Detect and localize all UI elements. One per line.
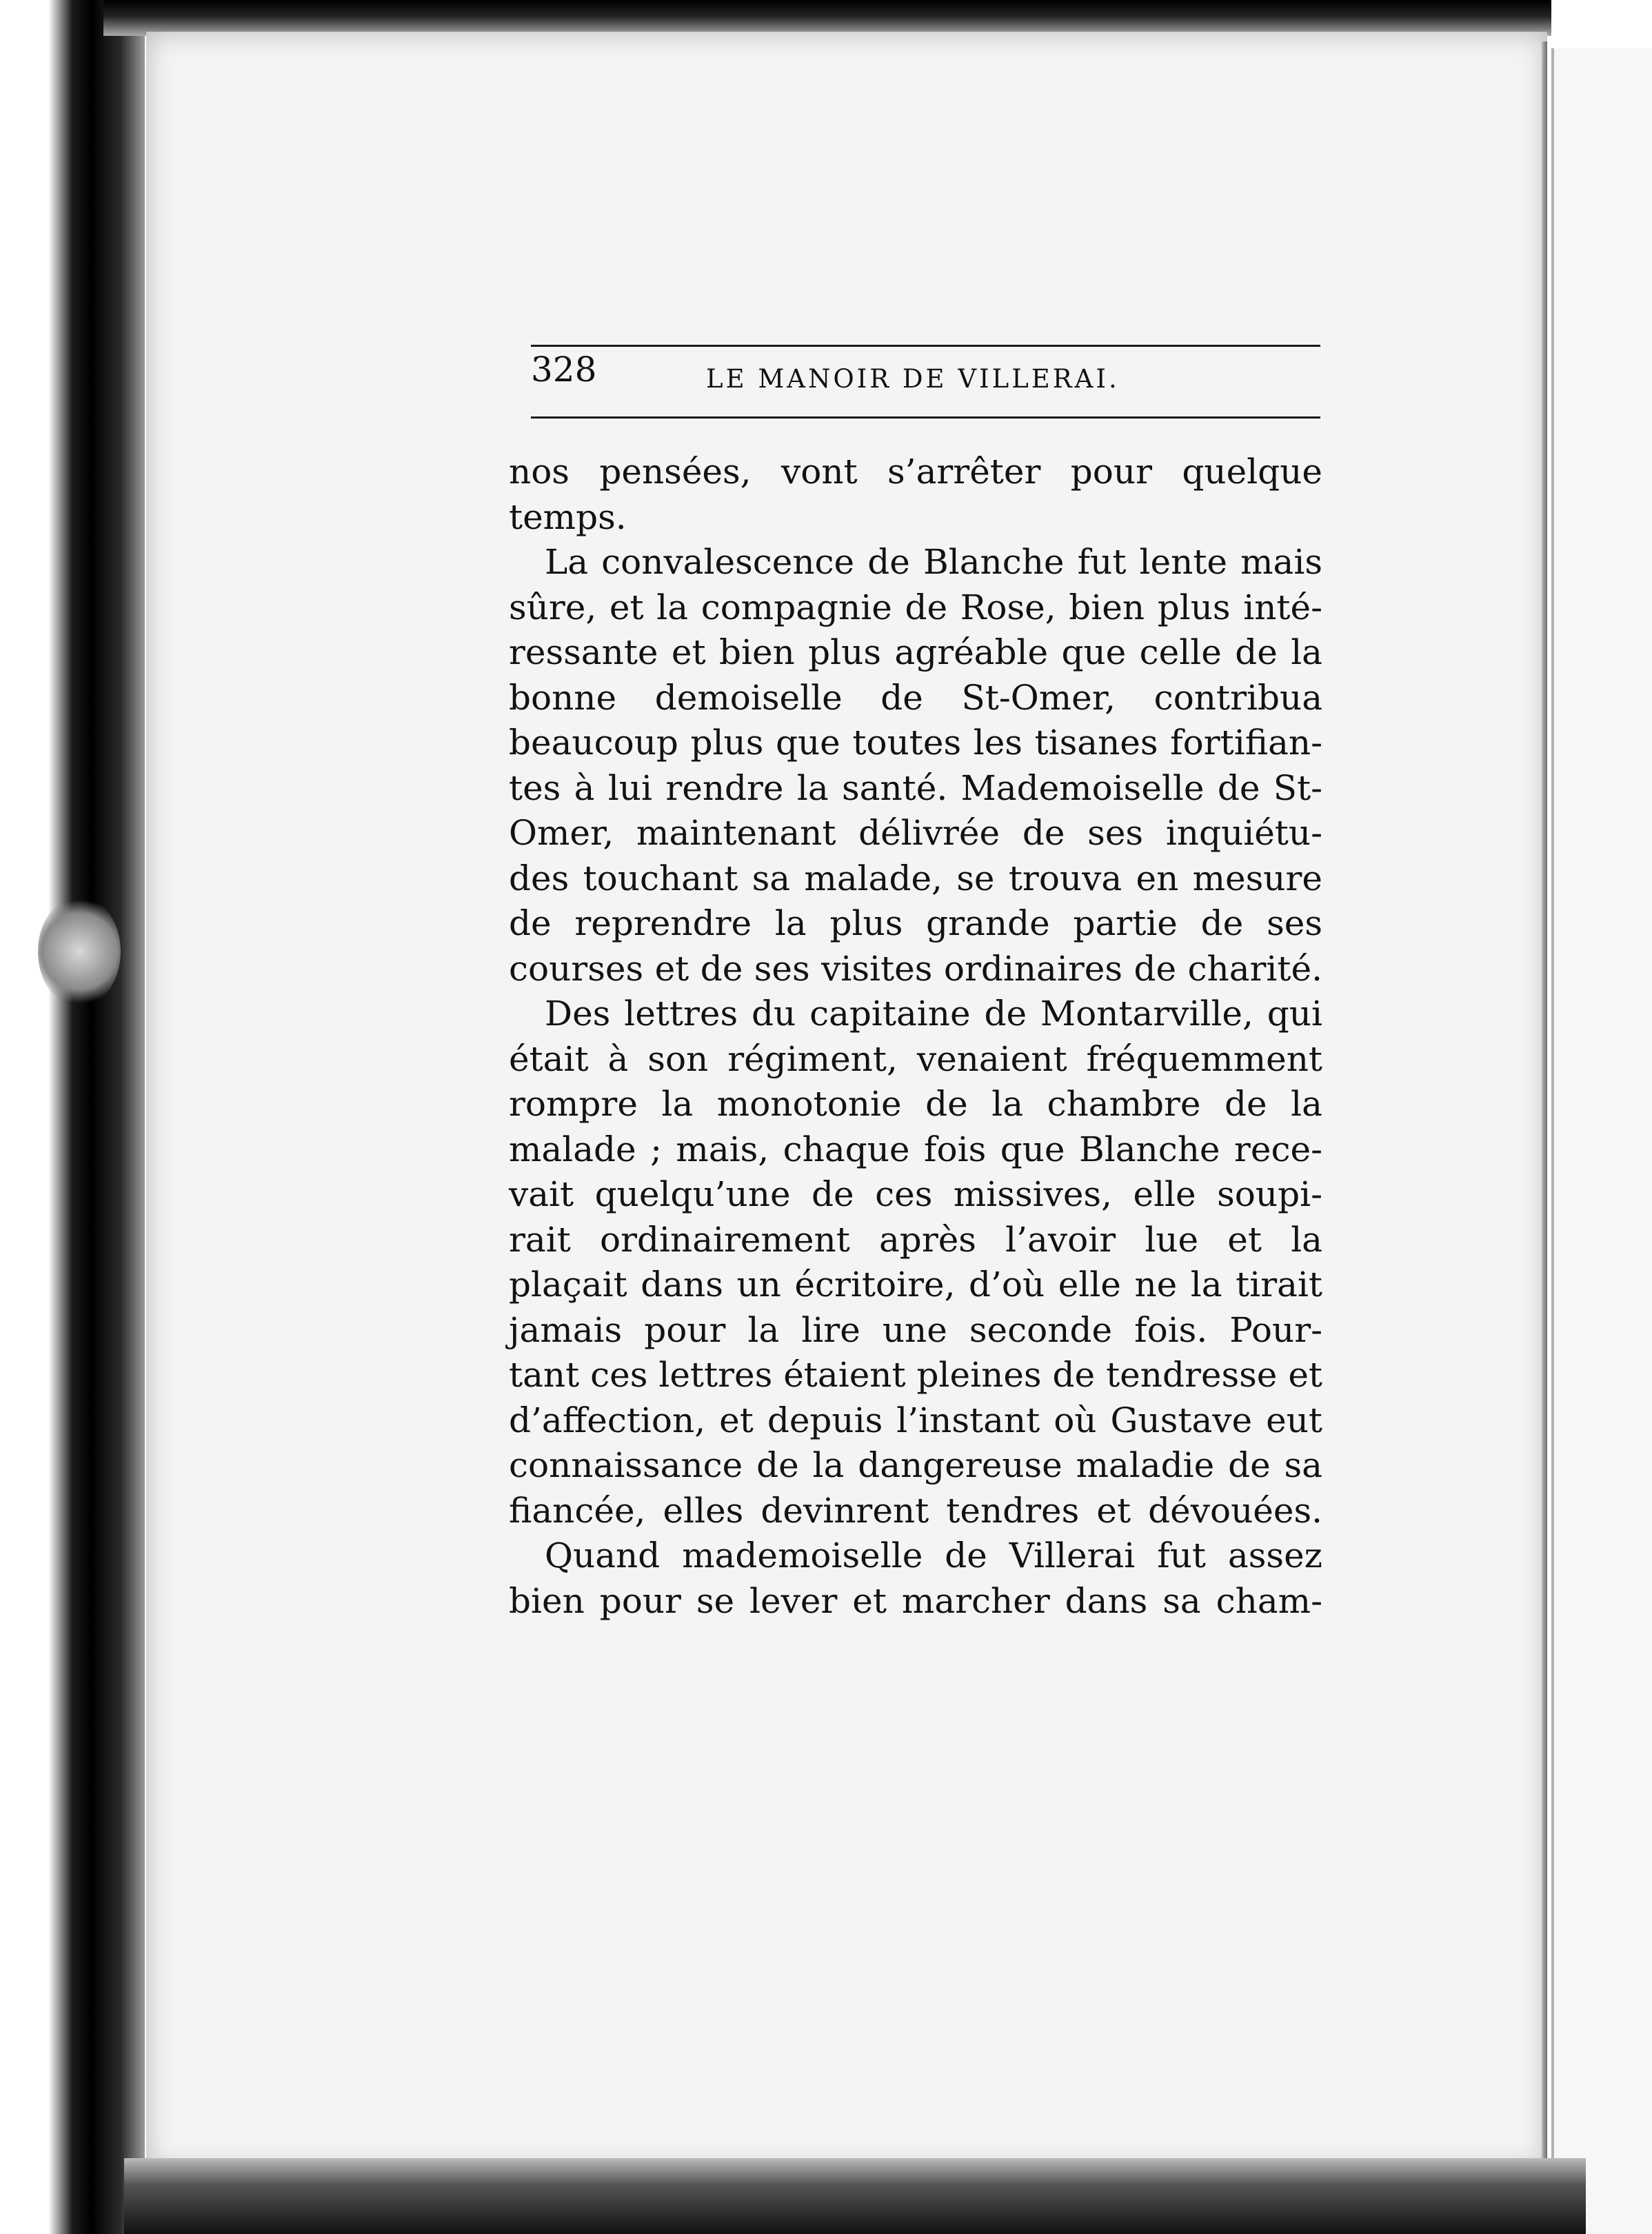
text-line: plaçait dans un écritoire, d’où elle ne la tirait (509, 1265, 1322, 1305)
header-rule-bottom (531, 416, 1320, 419)
adjacent-page-edge (1551, 48, 1652, 2234)
text-line: tes à lui rendre la santé. Mademoiselle de St- (509, 767, 1322, 808)
text-line: beaucoup plus que toutes les tisanes fortifian- (509, 723, 1322, 763)
text-line: tant ces lettres étaient pleines de tendresse et (509, 1355, 1322, 1395)
page-fold-edge (1542, 41, 1547, 2165)
text-line: bien pour se lever et marcher dans sa cham- (509, 1580, 1322, 1621)
text-line: Omer, maintenant délivrée de ses inquiétu- (509, 813, 1322, 853)
scan-bottom-edge (124, 2158, 1586, 2234)
book-spine-shadow (48, 0, 145, 2234)
text-line: fiancée, elles devinrent tendres et dévouées. (509, 1490, 1322, 1531)
page-number: 328 (531, 350, 597, 390)
text-line: La convalescence de Blanche fut lente mais (545, 542, 1322, 582)
text-line: nos pensées, vont s’arrêter pour quelque (509, 452, 1322, 492)
text-line: temps. (509, 496, 627, 537)
header-rule-top (531, 345, 1320, 347)
text-line: était à son régiment, venaient fréquemment (509, 1038, 1322, 1079)
text-line: malade ; mais, chaque fois que Blanche rece- (509, 1129, 1322, 1169)
text-line: rait ordinairement après l’avoir lue et la (509, 1219, 1322, 1260)
text-line: de reprendre la plus grande partie de ses (509, 903, 1322, 943)
text-line: Quand mademoiselle de Villerai fut assez (545, 1536, 1322, 1576)
text-line: des touchant sa malade, se trouva en mesure (509, 858, 1322, 898)
text-line: courses et de ses visites ordinaires de charité. (509, 948, 1322, 989)
text-line: connaissance de la dangereuse maladie de sa (509, 1445, 1322, 1485)
paper-stain (38, 896, 121, 1007)
text-line: Des lettres du capitaine de Montarville, qui (545, 994, 1322, 1034)
text-line: vait quelqu’une de ces missives, elle soupi- (509, 1174, 1322, 1214)
text-line: jamais pour la lire une seconde fois. Pour- (509, 1309, 1322, 1350)
text-line: bonne demoiselle de St-Omer, contribua (509, 677, 1322, 718)
text-line: d’affection, et depuis l’instant où Gustave eut (509, 1400, 1322, 1440)
body-text (509, 450, 1322, 1624)
text-line: rompre la monotonie de la chambre de la (509, 1084, 1322, 1124)
running-title: LE MANOIR DE VILLERAI. (706, 364, 1120, 394)
scan-top-edge (103, 0, 1551, 36)
text-line: sûre, et la compagnie de Rose, bien plus inté- (509, 587, 1322, 627)
text-line: ressante et bien plus agréable que celle de la (509, 632, 1322, 672)
